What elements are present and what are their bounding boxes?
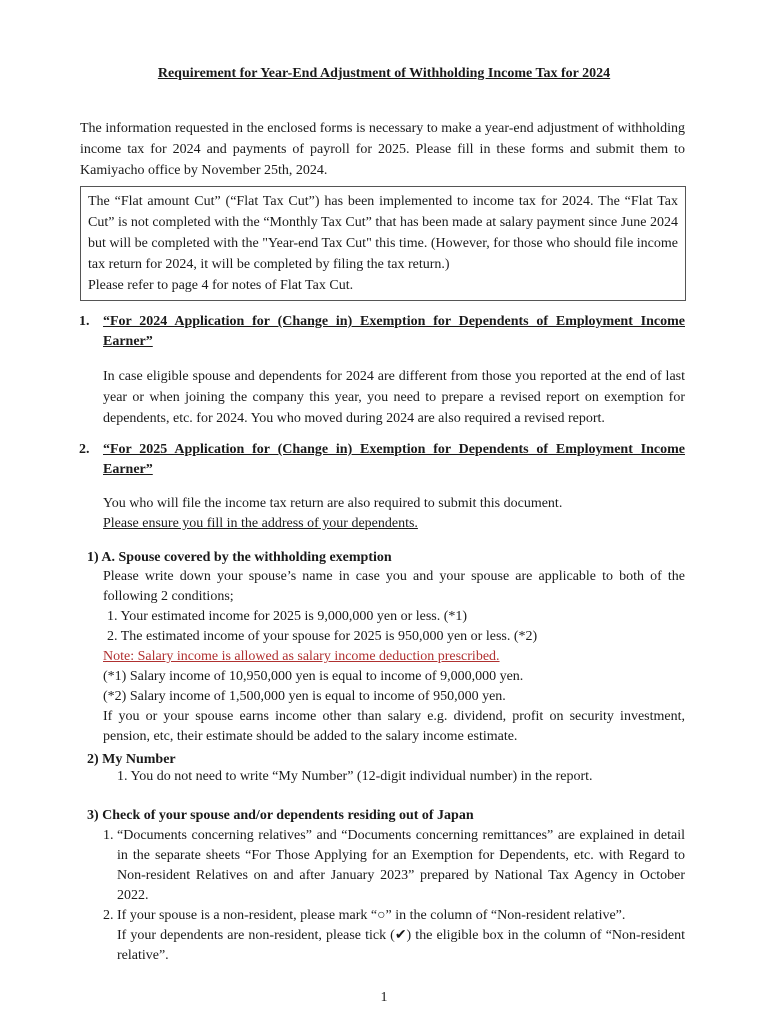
subsection-2-heading: 2) My Number — [87, 752, 176, 767]
subsection-3-body — [103, 826, 685, 966]
page-number: 1 — [380, 990, 388, 1005]
address-reminder: Please ensure you fill in the address of your dependents. — [103, 516, 418, 531]
intro-paragraph: The information requested in the enclosed forms is necessary to make a year-end adjustment of withholding income tax for 2024 and payments of payroll for 2025. Please fill in these forms and submit them to Kamiyacho office by November 25th, 2024. — [80, 121, 685, 178]
spouse-intro: Please write down your spouse’s name in case you and your spouse are applicable to both of the following 2 conditions; — [103, 569, 685, 604]
list-item — [103, 826, 685, 906]
item-text: If your spouse is a non-resident, please mark “○” in the column of “Non-resident relative”. — [117, 908, 626, 923]
my-number-item: 1. You do not need to write “My Number” (12-digit individual number) in the report. — [117, 769, 593, 784]
section-2-text: You who will file the income tax return are also required to submit this document. — [103, 496, 563, 511]
section-title: “For 2025 Application for (Change in) Exemption for Dependents of Employment Income Earner” — [103, 442, 685, 477]
item-text: If your dependents are non-resident, please tick (✔) the eligible box in the column of “Non-resident relative”. — [117, 928, 685, 963]
subsection-1-heading: 1) A. Spouse covered by the withholding exemption — [87, 550, 392, 565]
document-title: Requirement for Year-End Adjustment of Withholding Income Tax for 2024 — [157, 66, 611, 81]
section-title: “For 2024 Application for (Change in) Exemption for Dependents of Employment Income Earner” — [103, 314, 685, 349]
item-text: “Documents concerning relatives” and “Documents concerning remittances” are explained in detail in the separate sheets “For Those Applying for an Exemption for Dependents, etc. with Regard to Non-resident Relatives on and after January 2023” prepared by National Tax Agency in October 2022. — [117, 828, 685, 903]
condition-1: 1. Your estimated income for 2025 is 9,000,000 yen or less. (*1) — [107, 609, 468, 624]
footnote-1: (*1) Salary income of 10,950,000 yen is equal to income of 9,000,000 yen. — [103, 669, 524, 684]
section-1-heading — [79, 312, 685, 352]
section-number: 1. — [79, 314, 90, 329]
salary-note: Note: Salary income is allowed as salary income deduction prescribed. — [103, 649, 500, 664]
item-number: 2. — [103, 908, 114, 923]
subsection-3-heading: 3) Check of your spouse and/or dependents residing out of Japan — [87, 808, 474, 823]
section-2-body — [103, 494, 685, 534]
section-1-body: In case eligible spouse and dependents for 2024 are different from those you reported at the end of last year or when joining the company this year, you need to prepare a revised report on exemption for dependents, etc. for 2024. You who moved during 2024 are also required a revised report. — [103, 369, 685, 426]
footnote-2: (*2) Salary income of 1,500,000 yen is equal to income of 950,000 yen. — [103, 689, 506, 704]
section-2-heading — [79, 440, 685, 480]
section-number: 2. — [79, 442, 90, 457]
condition-2: 2. The estimated income of your spouse for 2025 is 950,000 yen or less. (*2) — [107, 629, 538, 644]
notice-ref: Please refer to page 4 for notes of Flat Tax Cut. — [88, 278, 354, 293]
flat-tax-cut-notice — [80, 186, 686, 301]
other-income-note: If you or your spouse earns income other than salary e.g. dividend, profit on security investment, pension, etc, their estimate should be added to the salary income estimate. — [103, 709, 685, 744]
subsection-1-body — [103, 567, 685, 747]
item-number: 1. — [103, 828, 114, 843]
notice-text: The “Flat amount Cut” (“Flat Tax Cut”) has been implemented to income tax for 2024. The “Flat Tax Cut” is not completed with the “Monthly Tax Cut” that has been made at salary payment since June 2024 but will be completed with the "Year-end Tax Cut" this time. (However, for those who should file income tax return for 2024, it will be completed by filing the tax return.) — [88, 194, 678, 272]
list-item — [103, 906, 685, 966]
